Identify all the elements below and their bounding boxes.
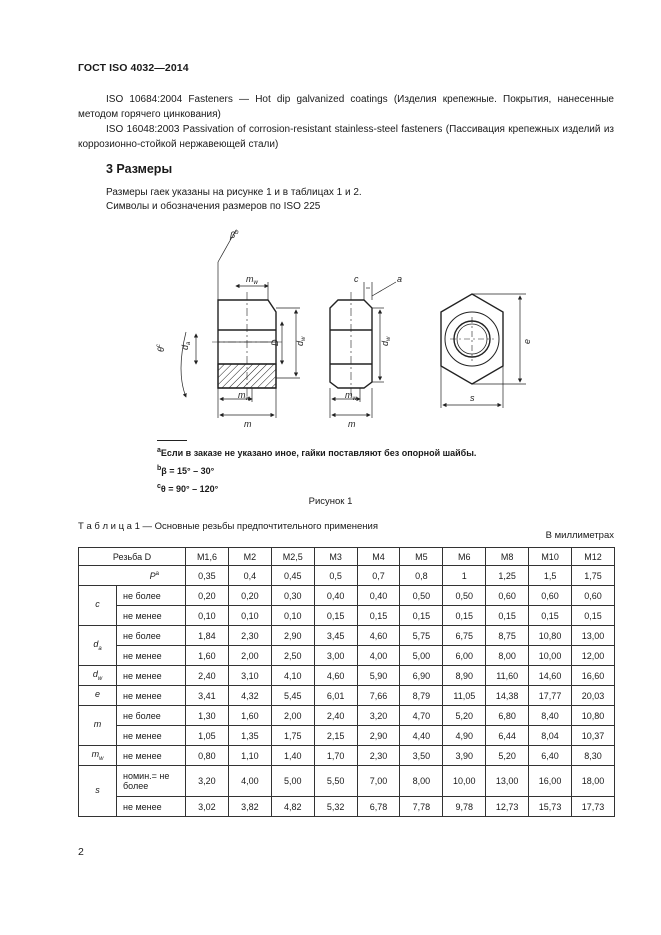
figure-caption: Рисунок 1 (308, 496, 353, 507)
table-cell: 17,77 (529, 686, 572, 706)
table-cell: 7,00 (357, 766, 400, 797)
table-cell: 12,73 (486, 797, 529, 817)
table-cell: 0,7 (357, 566, 400, 586)
table-cell: 0,50 (400, 586, 443, 606)
table-row (79, 797, 615, 817)
table-cell: 3,41 (186, 686, 229, 706)
document-header: ГОСТ ISO 4032—2014 (78, 62, 189, 74)
table-cell: 2,90 (271, 626, 314, 646)
table-cell: 8,75 (486, 626, 529, 646)
table-cell: 0,20 (186, 586, 229, 606)
reference-text: ISO 16048:2003 Passivation of corrosion-resistant stainless-steel fasteners (Пассивация крепежных изделий из коррозионно-стойкой нержавеющей стали) (78, 124, 614, 150)
table-cell: 16,60 (572, 666, 615, 686)
header-size: M6 (443, 548, 486, 566)
row-symbol: c (79, 586, 117, 626)
table-cell: 0,4 (228, 566, 271, 586)
table-cell: 4,60 (357, 626, 400, 646)
table-cell: 0,10 (186, 606, 229, 626)
table-cell: 0,15 (572, 606, 615, 626)
row-limit-label: не более (117, 626, 186, 646)
table-cell: 18,00 (572, 766, 615, 797)
row-limit-label: не более (117, 586, 186, 606)
row-limit-label: не менее (117, 606, 186, 626)
table-cell: 13,00 (572, 626, 615, 646)
table-cell: 5,50 (314, 766, 357, 797)
table-row (79, 686, 615, 706)
table-cell: 1,75 (572, 566, 615, 586)
dimensions-table (78, 547, 615, 817)
table-cell: 3,00 (314, 646, 357, 666)
label-da: $d_a$ (180, 341, 192, 350)
table-cell: 11,05 (443, 686, 486, 706)
row-limit-label: не менее (117, 666, 186, 686)
row-limit-label: не более (117, 706, 186, 726)
label-s: s (470, 393, 475, 403)
table-cell: 7,78 (400, 797, 443, 817)
table-cell: 0,8 (400, 566, 443, 586)
table-caption: Т а б л и ц а 1 — Основные резьбы предпочтительного применения (78, 521, 378, 532)
table-cell: 10,37 (572, 726, 615, 746)
header-size: M10 (529, 548, 572, 566)
label-a: a (397, 274, 403, 284)
table-row (79, 586, 615, 606)
table-cell: 17,73 (572, 797, 615, 817)
table-cell: 6,40 (529, 746, 572, 766)
table-cell: 0,15 (486, 606, 529, 626)
label-dw: $d_w$ (295, 336, 307, 346)
table-row (79, 746, 615, 766)
nut-top-view (441, 294, 526, 408)
table-cell: 5,20 (486, 746, 529, 766)
table-cell: 10,80 (572, 706, 615, 726)
row-limit-label: не менее (117, 797, 186, 817)
table-units: В миллиметрах (545, 530, 614, 541)
table-cell: 4,60 (314, 666, 357, 686)
section-title: 3 Размеры (106, 162, 173, 176)
table-cell: 13,00 (486, 766, 529, 797)
label-c: c (354, 274, 359, 284)
table-row (79, 706, 615, 726)
table-cell: 2,40 (314, 706, 357, 726)
row-limit-label: не менее (117, 646, 186, 666)
table-cell: 6,44 (486, 726, 529, 746)
reference-iso-16048 (78, 122, 614, 152)
label-mw-side: $m_w$ (345, 390, 357, 402)
table-cell: 5,00 (271, 766, 314, 797)
table-cell: 1,35 (228, 726, 271, 746)
table-cell: 6,90 (400, 666, 443, 686)
row-limit-label: не менее (117, 746, 186, 766)
table-cell: 0,40 (314, 586, 357, 606)
table-cell: 0,35 (186, 566, 229, 586)
table-cell: 5,90 (357, 666, 400, 686)
table-cell: 5,32 (314, 797, 357, 817)
table-cell: 1,5 (529, 566, 572, 586)
table-row (79, 626, 615, 646)
header-thread: Резьба D (79, 548, 186, 566)
label-D: D (270, 339, 280, 346)
table-header-row (79, 548, 615, 566)
table-cell: 0,5 (314, 566, 357, 586)
table-cell: 3,90 (443, 746, 486, 766)
table-row (79, 726, 615, 746)
table-cell: 6,78 (357, 797, 400, 817)
footnote-a: $^a$Если в заказе не указано иное, гайки поставляют без опорной шайбы. (157, 447, 477, 458)
label-m: m (244, 419, 252, 429)
table-cell: 2,50 (271, 646, 314, 666)
label-e: e (522, 338, 532, 344)
table-cell: 5,45 (271, 686, 314, 706)
table-row (79, 666, 615, 686)
row-symbol: $d_a$ (79, 626, 117, 666)
table-cell: 8,00 (486, 646, 529, 666)
table-cell: 1,70 (314, 746, 357, 766)
table-cell: 3,20 (357, 706, 400, 726)
table-cell: 8,04 (529, 726, 572, 746)
header-size: M8 (486, 548, 529, 566)
table-row (79, 766, 615, 797)
table-row (79, 566, 615, 586)
table-cell: 10,00 (443, 766, 486, 797)
header-size: M12 (572, 548, 615, 566)
table-cell: 1,30 (186, 706, 229, 726)
figure-footnotes (157, 440, 476, 497)
label-m-side: m (348, 419, 356, 429)
table-cell: 2,00 (228, 646, 271, 666)
table-cell: 16,00 (529, 766, 572, 797)
table-cell: 0,45 (271, 566, 314, 586)
table-cell: 3,20 (186, 766, 229, 797)
row-limit-label: не менее (117, 686, 186, 706)
table-cell: 0,50 (443, 586, 486, 606)
table-cell: 0,15 (357, 606, 400, 626)
table-cell: 14,60 (529, 666, 572, 686)
table-cell: 4,70 (400, 706, 443, 726)
table-cell: 2,40 (186, 666, 229, 686)
intro-line: Символы и обозначения размеров по ISO 225 (106, 201, 321, 212)
table-cell: 6,75 (443, 626, 486, 646)
table-cell: 4,90 (443, 726, 486, 746)
table-cell: 1,75 (271, 726, 314, 746)
table-cell: 0,60 (572, 586, 615, 606)
row-symbol: s (79, 766, 117, 817)
reference-text: ISO 10684:2004 Fasteners — Hot dip galvanized coatings (Изделия крепежные. Покрытия, нанесенные методом горячего цинкования) (78, 94, 614, 120)
table-cell: 10,00 (529, 646, 572, 666)
row-symbol: e (79, 686, 117, 706)
intro-line: Размеры гаек указаны на рисунке 1 и в таблицах 1 и 2. (106, 187, 362, 198)
table-cell: 0,10 (271, 606, 314, 626)
table-cell: 0,60 (486, 586, 529, 606)
label-mw-bottom: $m_w$ (238, 390, 250, 402)
table-cell: 0,10 (228, 606, 271, 626)
table-cell: 4,00 (357, 646, 400, 666)
table-cell: 3,82 (228, 797, 271, 817)
table-cell: 1,25 (486, 566, 529, 586)
table-cell: 5,20 (443, 706, 486, 726)
table-cell: 6,00 (443, 646, 486, 666)
header-size: M4 (357, 548, 400, 566)
table-cell: 2,15 (314, 726, 357, 746)
table-cell: 8,79 (400, 686, 443, 706)
table-cell: 7,66 (357, 686, 400, 706)
table-cell: 2,00 (271, 706, 314, 726)
label-dw-side: $d_w$ (380, 336, 392, 346)
table-cell: 4,10 (271, 666, 314, 686)
table-cell: 0,40 (357, 586, 400, 606)
table-cell: 5,00 (400, 646, 443, 666)
table-cell: 2,30 (228, 626, 271, 646)
row-limit-label: номин.= не более (117, 766, 186, 797)
table-cell: 11,60 (486, 666, 529, 686)
table-cell: 6,01 (314, 686, 357, 706)
table-cell: 10,80 (529, 626, 572, 646)
row-symbol: $d_w$ (79, 666, 117, 686)
side-view-labels (345, 274, 402, 429)
table-cell: 3,10 (228, 666, 271, 686)
table-cell: 8,90 (443, 666, 486, 686)
row-symbol: $P^a$ (79, 566, 186, 586)
table-cell: 0,15 (314, 606, 357, 626)
table-cell: 1,60 (186, 646, 229, 666)
table-cell: 1,40 (271, 746, 314, 766)
row-symbol: m (79, 706, 117, 746)
nut-side-view (330, 282, 396, 418)
label-theta: $\theta^c$ (156, 344, 166, 352)
footnote-c: $^c$θ = 90° – 120° (157, 483, 219, 494)
row-symbol: $m_w$ (79, 746, 117, 766)
table-row (79, 646, 615, 666)
table-body (79, 566, 615, 817)
table-cell: 2,30 (357, 746, 400, 766)
table-cell: 0,15 (400, 606, 443, 626)
table-cell: 9,78 (443, 797, 486, 817)
table-cell: 2,90 (357, 726, 400, 746)
table-cell: 0,15 (529, 606, 572, 626)
table-row (79, 606, 615, 626)
table-cell: 3,02 (186, 797, 229, 817)
table-cell: 3,50 (400, 746, 443, 766)
header-size: M3 (314, 548, 357, 566)
table-cell: 3,45 (314, 626, 357, 646)
label-mw-top: $m_w$ (246, 274, 258, 286)
header-size: M1,6 (186, 548, 229, 566)
table-cell: 14,38 (486, 686, 529, 706)
row-limit-label: не менее (117, 726, 186, 746)
table-cell: 4,00 (228, 766, 271, 797)
table-cell: 0,60 (529, 586, 572, 606)
table-cell: 20,03 (572, 686, 615, 706)
table-cell: 1,60 (228, 706, 271, 726)
table-cell: 1,05 (186, 726, 229, 746)
table-cell: 0,80 (186, 746, 229, 766)
table-cell: 4,82 (271, 797, 314, 817)
table-cell: 8,40 (529, 706, 572, 726)
page-number: 2 (78, 846, 84, 858)
header-size: M5 (400, 548, 443, 566)
table-cell: 8,30 (572, 746, 615, 766)
table-cell: 4,32 (228, 686, 271, 706)
label-beta: $\beta^b$ (230, 230, 239, 240)
table-cell: 15,73 (529, 797, 572, 817)
table-cell: 1,10 (228, 746, 271, 766)
header-size: M2 (228, 548, 271, 566)
table-cell: 8,00 (400, 766, 443, 797)
header-size: M2,5 (271, 548, 314, 566)
table-cell: 1 (443, 566, 486, 586)
table-cell: 0,15 (443, 606, 486, 626)
table-cell: 12,00 (572, 646, 615, 666)
reference-iso-10684 (78, 92, 614, 122)
table-cell: 0,20 (228, 586, 271, 606)
top-view-labels (470, 339, 532, 403)
table-cell: 5,75 (400, 626, 443, 646)
footnote-b: $^b$β = 15° – 30° (157, 465, 215, 476)
table-cell: 1,84 (186, 626, 229, 646)
table-cell: 0,30 (271, 586, 314, 606)
table-cell: 6,80 (486, 706, 529, 726)
table-cell: 4,40 (400, 726, 443, 746)
